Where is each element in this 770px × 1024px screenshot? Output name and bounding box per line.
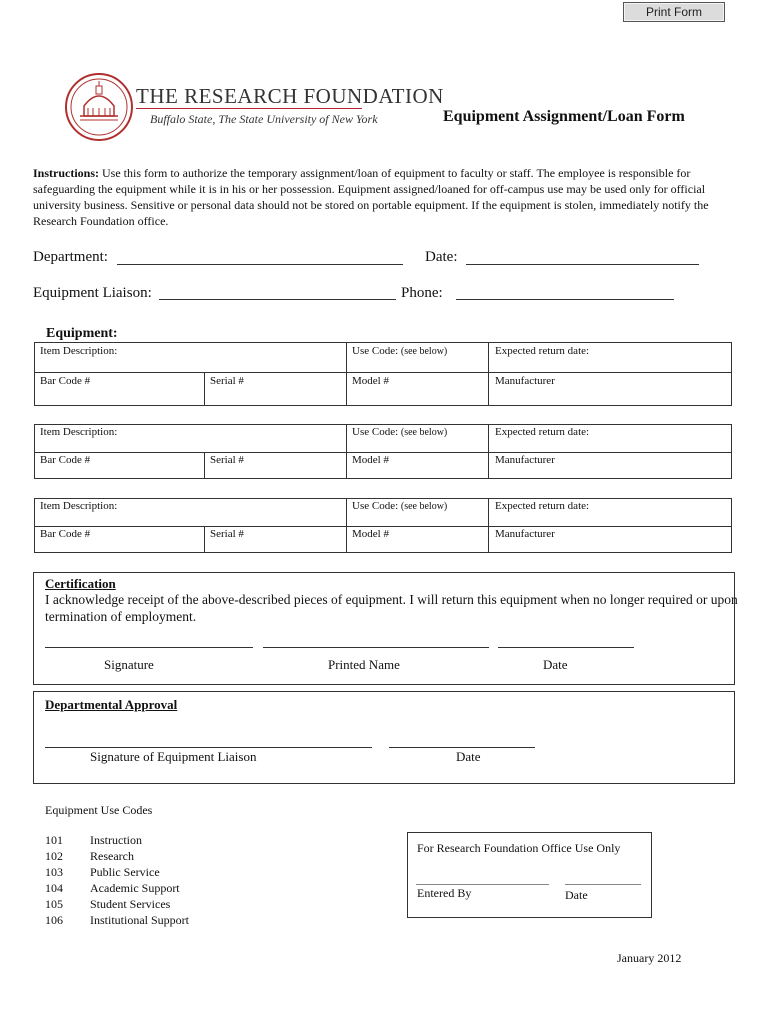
logo-subtitle: Buffalo State, The State University of New York: [150, 112, 378, 126]
use-code-item: 102 Research: [45, 849, 134, 863]
signature-field[interactable]: [45, 647, 253, 648]
instructions-text: Use this form to authorize the temporary assignment/loan of equipment to faculty or staff. The employee is responsible for safeguarding the equipment while it is in his or her possession. Equipment assigned/loaned for off-campus use may be used only for official university business. Sensitive or personal data should not be stored on portable equipment. If the equipment is stolen, immediately notify the Research Foundation office.: [33, 166, 709, 228]
phone-field[interactable]: [456, 299, 674, 300]
use-code-item: 101 Instruction: [45, 833, 142, 847]
return-date-label: Expected return date:: [495, 426, 590, 438]
use-code-label: Use Code: (see below): [352, 500, 448, 512]
model-label: Model #: [352, 454, 389, 466]
logo-title: THE RESEARCH FOUNDATION: [136, 84, 444, 108]
serial-label: Serial #: [210, 528, 244, 540]
manufacturer-label: Manufacturer: [495, 454, 555, 466]
manufacturer-label: Manufacturer: [495, 528, 555, 540]
printed-name-label: Printed Name: [328, 657, 400, 672]
item-description-label: Item Description:: [40, 345, 118, 357]
liaison-label: Equipment Liaison:: [33, 285, 152, 301]
use-code-label: Use Code: (see below): [352, 426, 448, 438]
use-codes-title: Equipment Use Codes: [45, 803, 153, 817]
serial-label: Serial #: [210, 454, 244, 466]
equipment-title: Equipment:: [46, 326, 118, 341]
office-date-label: Date: [565, 888, 588, 902]
liaison-signature-label: Signature of Equipment Liaison: [90, 749, 257, 764]
use-code-item: 105 Student Services: [45, 897, 171, 911]
entered-by-label: Entered By: [417, 886, 472, 900]
cert-date-field[interactable]: [498, 647, 634, 648]
manufacturer-label: Manufacturer: [495, 375, 555, 387]
use-code-item: 103 Public Service: [45, 865, 160, 879]
office-date-field[interactable]: [565, 884, 641, 885]
phone-label: Phone:: [401, 285, 443, 301]
return-date-label: Expected return date:: [495, 500, 590, 512]
signature-label: Signature: [104, 657, 154, 672]
research-foundation-seal-logo: [64, 72, 134, 142]
return-date-label: Expected return date:: [495, 345, 590, 357]
cert-date-label: Date: [543, 657, 568, 672]
approval-date-label: Date: [456, 749, 481, 764]
item-description-label: Item Description:: [40, 500, 118, 512]
entered-by-field[interactable]: [416, 884, 549, 885]
bar-code-label: Bar Code #: [40, 454, 91, 466]
date-field[interactable]: [466, 264, 699, 265]
bar-code-label: Bar Code #: [40, 375, 91, 387]
model-label: Model #: [352, 375, 389, 387]
logo-divider: [136, 108, 362, 109]
department-field[interactable]: [117, 264, 403, 265]
use-code-item: 104 Academic Support: [45, 881, 180, 895]
certification-text: I acknowledge receipt of the above-described pieces of equipment. I will return this equipment when no longer required or upon termination of employment.: [45, 592, 738, 624]
instructions: [33, 165, 751, 229]
instructions-label: Instructions:: [33, 166, 100, 180]
date-label: Date:: [425, 249, 458, 265]
liaison-field[interactable]: [159, 299, 396, 300]
serial-label: Serial #: [210, 375, 244, 387]
department-label: Department:: [33, 249, 108, 265]
approval-date-field[interactable]: [389, 747, 535, 748]
approval-title: Departmental Approval: [45, 697, 178, 712]
certification-title: Certification: [45, 576, 116, 591]
printed-name-field[interactable]: [263, 647, 489, 648]
use-code-label: Use Code: (see below): [352, 345, 448, 357]
bar-code-label: Bar Code #: [40, 528, 91, 540]
print-form-button[interactable]: Print Form: [623, 2, 725, 22]
footer-date: January 2012: [617, 951, 682, 965]
model-label: Model #: [352, 528, 389, 540]
form-title: Equipment Assignment/Loan Form: [443, 108, 685, 125]
use-codes-list: [45, 832, 189, 928]
liaison-signature-field[interactable]: [45, 747, 372, 748]
office-use-title: For Research Foundation Office Use Only: [417, 841, 621, 855]
use-code-item: 106 Institutional Support: [45, 913, 189, 927]
item-description-label: Item Description:: [40, 426, 118, 438]
